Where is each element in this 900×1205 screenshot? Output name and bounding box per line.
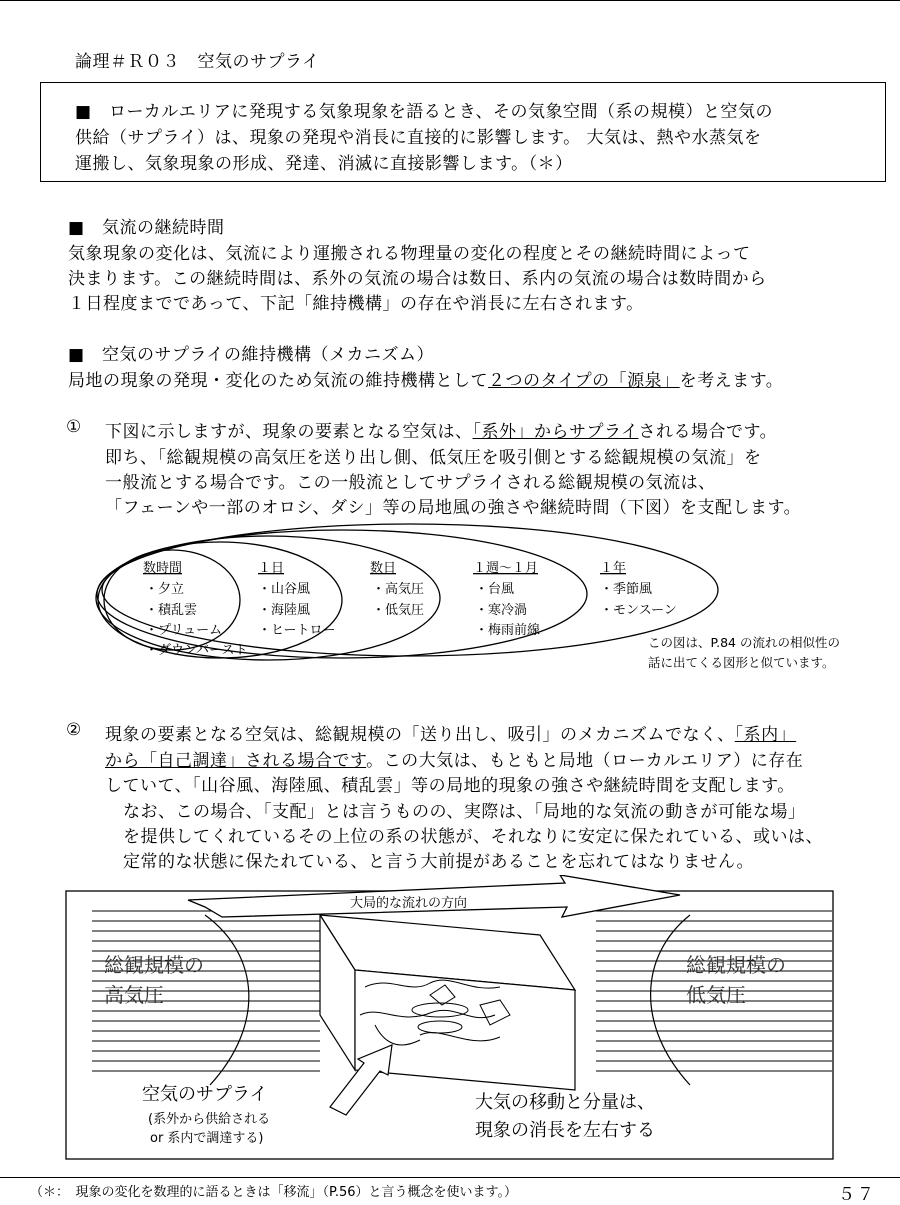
diagram-note-1: この図は、P.84 の流れの相似性の [648,635,840,650]
item2-l2-post: 。この大気は、もともと局地（ローカルエリア）に存在 [366,751,804,771]
item2-line-5: を提供してくれているその上位の系の状態が、それなりに安定に保たれている、或いは、 [123,827,823,847]
supply-sub-1: (系外から供給される [148,1112,271,1127]
section1-line-1: 気象現象の変化は、気流により運搬される物理量の変化の程度とその継続時間によって [68,244,751,264]
section1-heading: ■ 気流の継続時間 [68,218,225,238]
scale-nesting-diagram [0,520,900,690]
caption-1: 大気の移動と分量は、 [475,1092,655,1113]
item2-l1-underlined: 「系内」 [734,725,797,745]
col-item: ・プリューム [145,623,223,638]
intro-line-3: 運搬し、気象現象の形成、発達、消滅に直接影響します。（＊） [75,154,573,174]
col-title-week-month: １週～１月 [473,561,539,576]
section1-line-2: 決まります。この継続時間は、系外の気流の場合は数日、系内の気流の場合は数時間から [68,269,767,289]
section2-text-pre: 局地の現象の発現・変化のため気流の維持機構として [68,371,488,391]
col-item: ・台風 [475,582,515,597]
col-item: ・低気圧 [372,603,425,618]
supply-sub-2: or 系内で調達する) [150,1131,264,1146]
item1-line-4: 「フェーンや一部のオロシ、ダシ」等の局地風の強さや継続時間（下図）を支配します。 [105,498,802,518]
section2-text-post: を考えます。 [679,371,784,391]
arrow-label: 大局的な流れの方向 [350,896,468,911]
item2-line-2 [105,746,803,771]
low-label-2: 低気圧 [686,983,746,1007]
col-item: ・海陸風 [258,603,311,618]
item2-line-4: なお、この場合、「支配」とは言うものの、実際は、「局地的な気流の動きが可能な場」 [123,802,806,822]
item2-l2-underlined: から「自己調達」される場合です [105,751,367,771]
caption-2: 現象の消長を左右する [475,1120,655,1141]
footnote: （＊： 現象の変化を数理的に語るときは「移流」（P.56）と言う概念を使います。） [30,1185,517,1200]
section2-heading: ■ 空気のサプライの維持機構（メカニズム） [68,345,435,365]
low-label-1: 総観規模の [686,953,786,977]
col-item: ・高気圧 [372,582,425,597]
item1-l1-underlined: 「系外」からサプライ [472,422,639,442]
item2-l1-pre: 現象の要素となる空気は、総観規模の「送り出し、吸引」のメカニズムでなく、 [105,725,735,745]
item2-line-6: 定常的な状態に保たれている、と言う大前提があることを忘れてはなりません。 [123,852,755,872]
item1-marker: ① [66,417,82,437]
col-item: ・山谷風 [258,582,311,597]
box-3d [320,915,575,1090]
col-item: ・ダウンバースト [145,643,248,658]
high-label-2: 高気圧 [104,983,164,1007]
col-title-day: １日 [258,561,285,576]
item1-line-1 [105,417,777,442]
page-number: ５７ [838,1185,876,1205]
supply-title: 空気のサプライ [142,1084,268,1105]
airflow-diagram [0,875,900,1165]
high-label-1: 総観規模の [104,953,204,977]
diagram-note-2: 話に出てくる図形と似ています。 [648,655,835,670]
section1-line-3: １日程度までであって、下記「維持機構」の存在や消長に左右されます。 [68,294,644,314]
col-item: ・梅雨前線 [475,623,541,638]
top-rule [0,0,900,1]
bottom-rule [0,1177,900,1178]
intro-line-1: ■ ローカルエリアに発現する気象現象を語るとき、その気象空間（系の規模）と空気の [75,102,774,122]
item1-l1-pre: 下図に示しますが、現象の要素となる空気は、 [105,422,473,442]
page-title: 論理＃Ｒ０３ 空気のサプライ [75,52,320,72]
item1-l1-post: される場合です。 [638,422,778,442]
col-item: ・季節風 [600,582,653,597]
item2-line-3: していて、「山谷風、海陸風、積乱雲」等の局地的現象の強さや継続時間を支配します。 [105,776,795,796]
item1-line-2: 即ち、「総観規模の高気圧を送り出し側、低気圧を吸引側とする総観規模の気流」を [105,448,762,468]
col-item: ・モンスーン [600,603,677,618]
col-item: ・積乱雲 [145,603,198,618]
col-item: ・夕立 [145,582,185,597]
col-item: ・寒冷渦 [475,603,528,618]
section2-text-underlined: ２つのタイプの「源泉」 [488,371,680,391]
item2-marker: ② [66,720,82,740]
item2-line-1 [105,720,796,745]
col-title-year: １年 [600,561,627,576]
section2-line [68,366,783,391]
col-item: ・ヒートロー [258,623,336,638]
item1-line-3: 一般流とする場合です。この一般流としてサプライされる総観規模の気流は、 [105,473,716,493]
intro-line-2: 供給（サプライ）は、現象の発現や消長に直接的に影響します。 大気は、熱や水蒸気を [75,128,762,148]
col-title-hours: 数時間 [143,561,183,576]
col-title-days: 数日 [370,561,397,576]
